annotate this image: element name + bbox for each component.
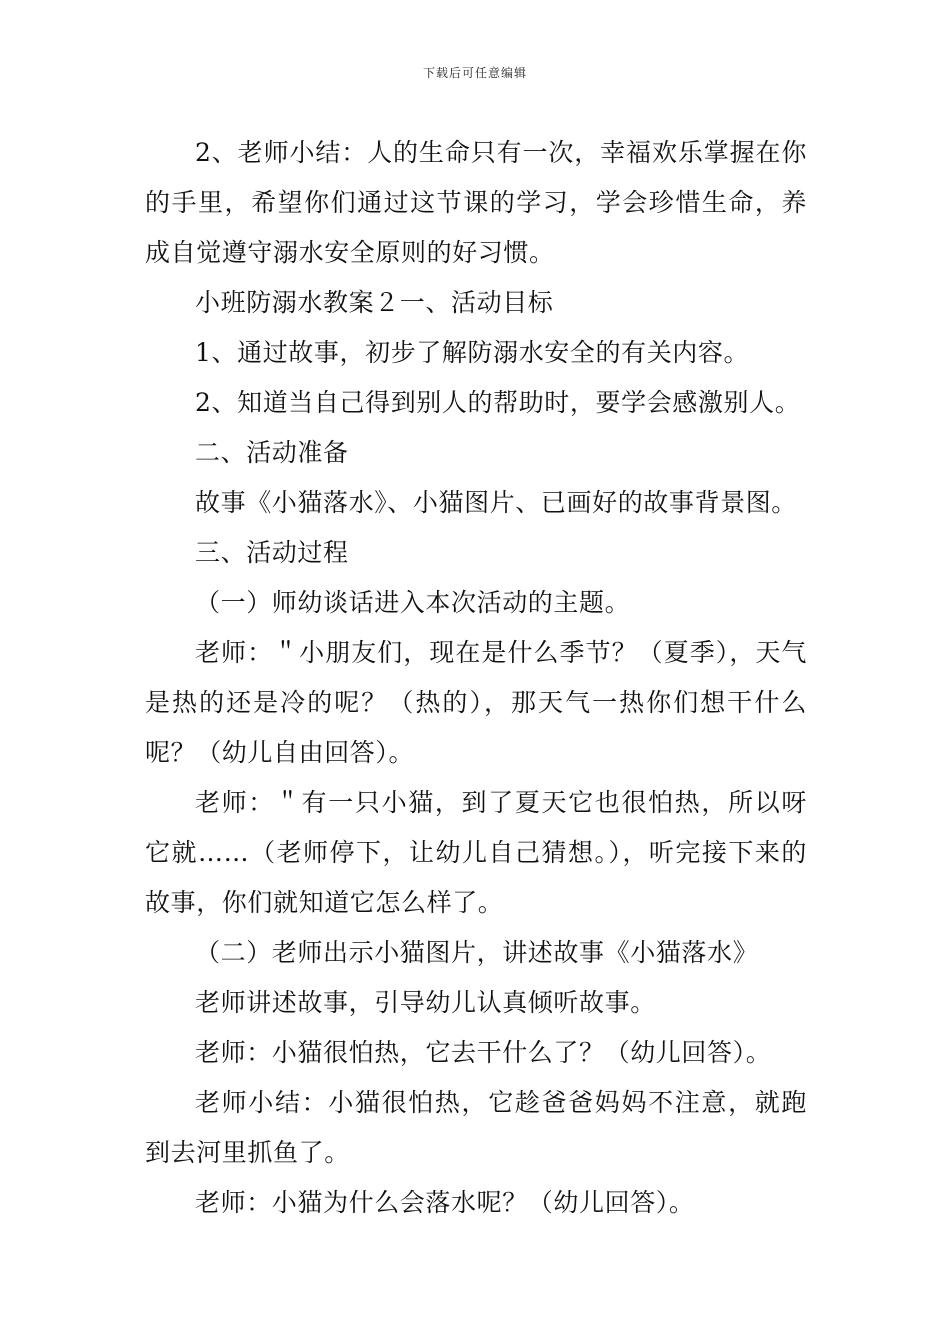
- paragraph-section-preparation: 二、活动准备: [195, 438, 349, 467]
- paragraph-step-1: （一）师幼谈话进入本次活动的主题。: [195, 588, 631, 617]
- paragraph-goal-2: 2、知道当自己得到别人的帮助时，要学会感激别人。: [195, 388, 801, 417]
- paragraph-teacher-question-what: 老师：小猫很怕热，它去干什么了？（幼儿回答）。: [195, 1038, 772, 1067]
- paragraph-lesson-title: 小班防溺水教案２一、活动目标: [195, 288, 554, 317]
- paragraph-step-2: （二）老师出示小猫图片，讲述故事《小猫落水》: [195, 938, 759, 967]
- paragraph-section-process: 三、活动过程: [195, 538, 349, 567]
- paragraph-teacher-summary: 老师小结：小猫很怕热，它趁爸爸妈妈不注意，就跑到去河里抓鱼了。: [145, 1088, 807, 1167]
- paragraph-goal-1: 1、通过故事，初步了解防溺水安全的有关内容。: [195, 338, 750, 367]
- page-header-note: 下载后可任意编辑: [422, 66, 527, 80]
- paragraph-teacher-narrates: 老师讲述故事，引导幼儿认真倾听故事。: [195, 988, 656, 1017]
- paragraph-teacher-question-season: 老师：＂小朋友们，现在是什么季节？（夏季），天气是热的还是冷的呢？（热的），那天气一热你们想干什么呢？（幼儿自由回答）。: [145, 638, 807, 767]
- paragraph-materials: 故事《小猫落水》、小猫图片、已画好的故事背景图。: [195, 488, 797, 517]
- paragraph-summary: 2、老师小结：人的生命只有一次，幸福欢乐掌握在你的手里，希望你们通过这节课的学习，学会珍惜生命，养成自觉遵守溺水安全原则的好习惯。: [145, 138, 807, 267]
- document-body: [145, 128, 807, 1228]
- paragraph-teacher-story-intro: 老师：＂有一只小猫，到了夏天它也很怕热，所以呀它就……（老师停下，让幼儿自己猜想。），听完接下来的故事，你们就知道它怎么样了。: [145, 788, 807, 917]
- paragraph-teacher-question-why: 老师：小猫为什么会落水呢？（幼儿回答）。: [195, 1188, 695, 1217]
